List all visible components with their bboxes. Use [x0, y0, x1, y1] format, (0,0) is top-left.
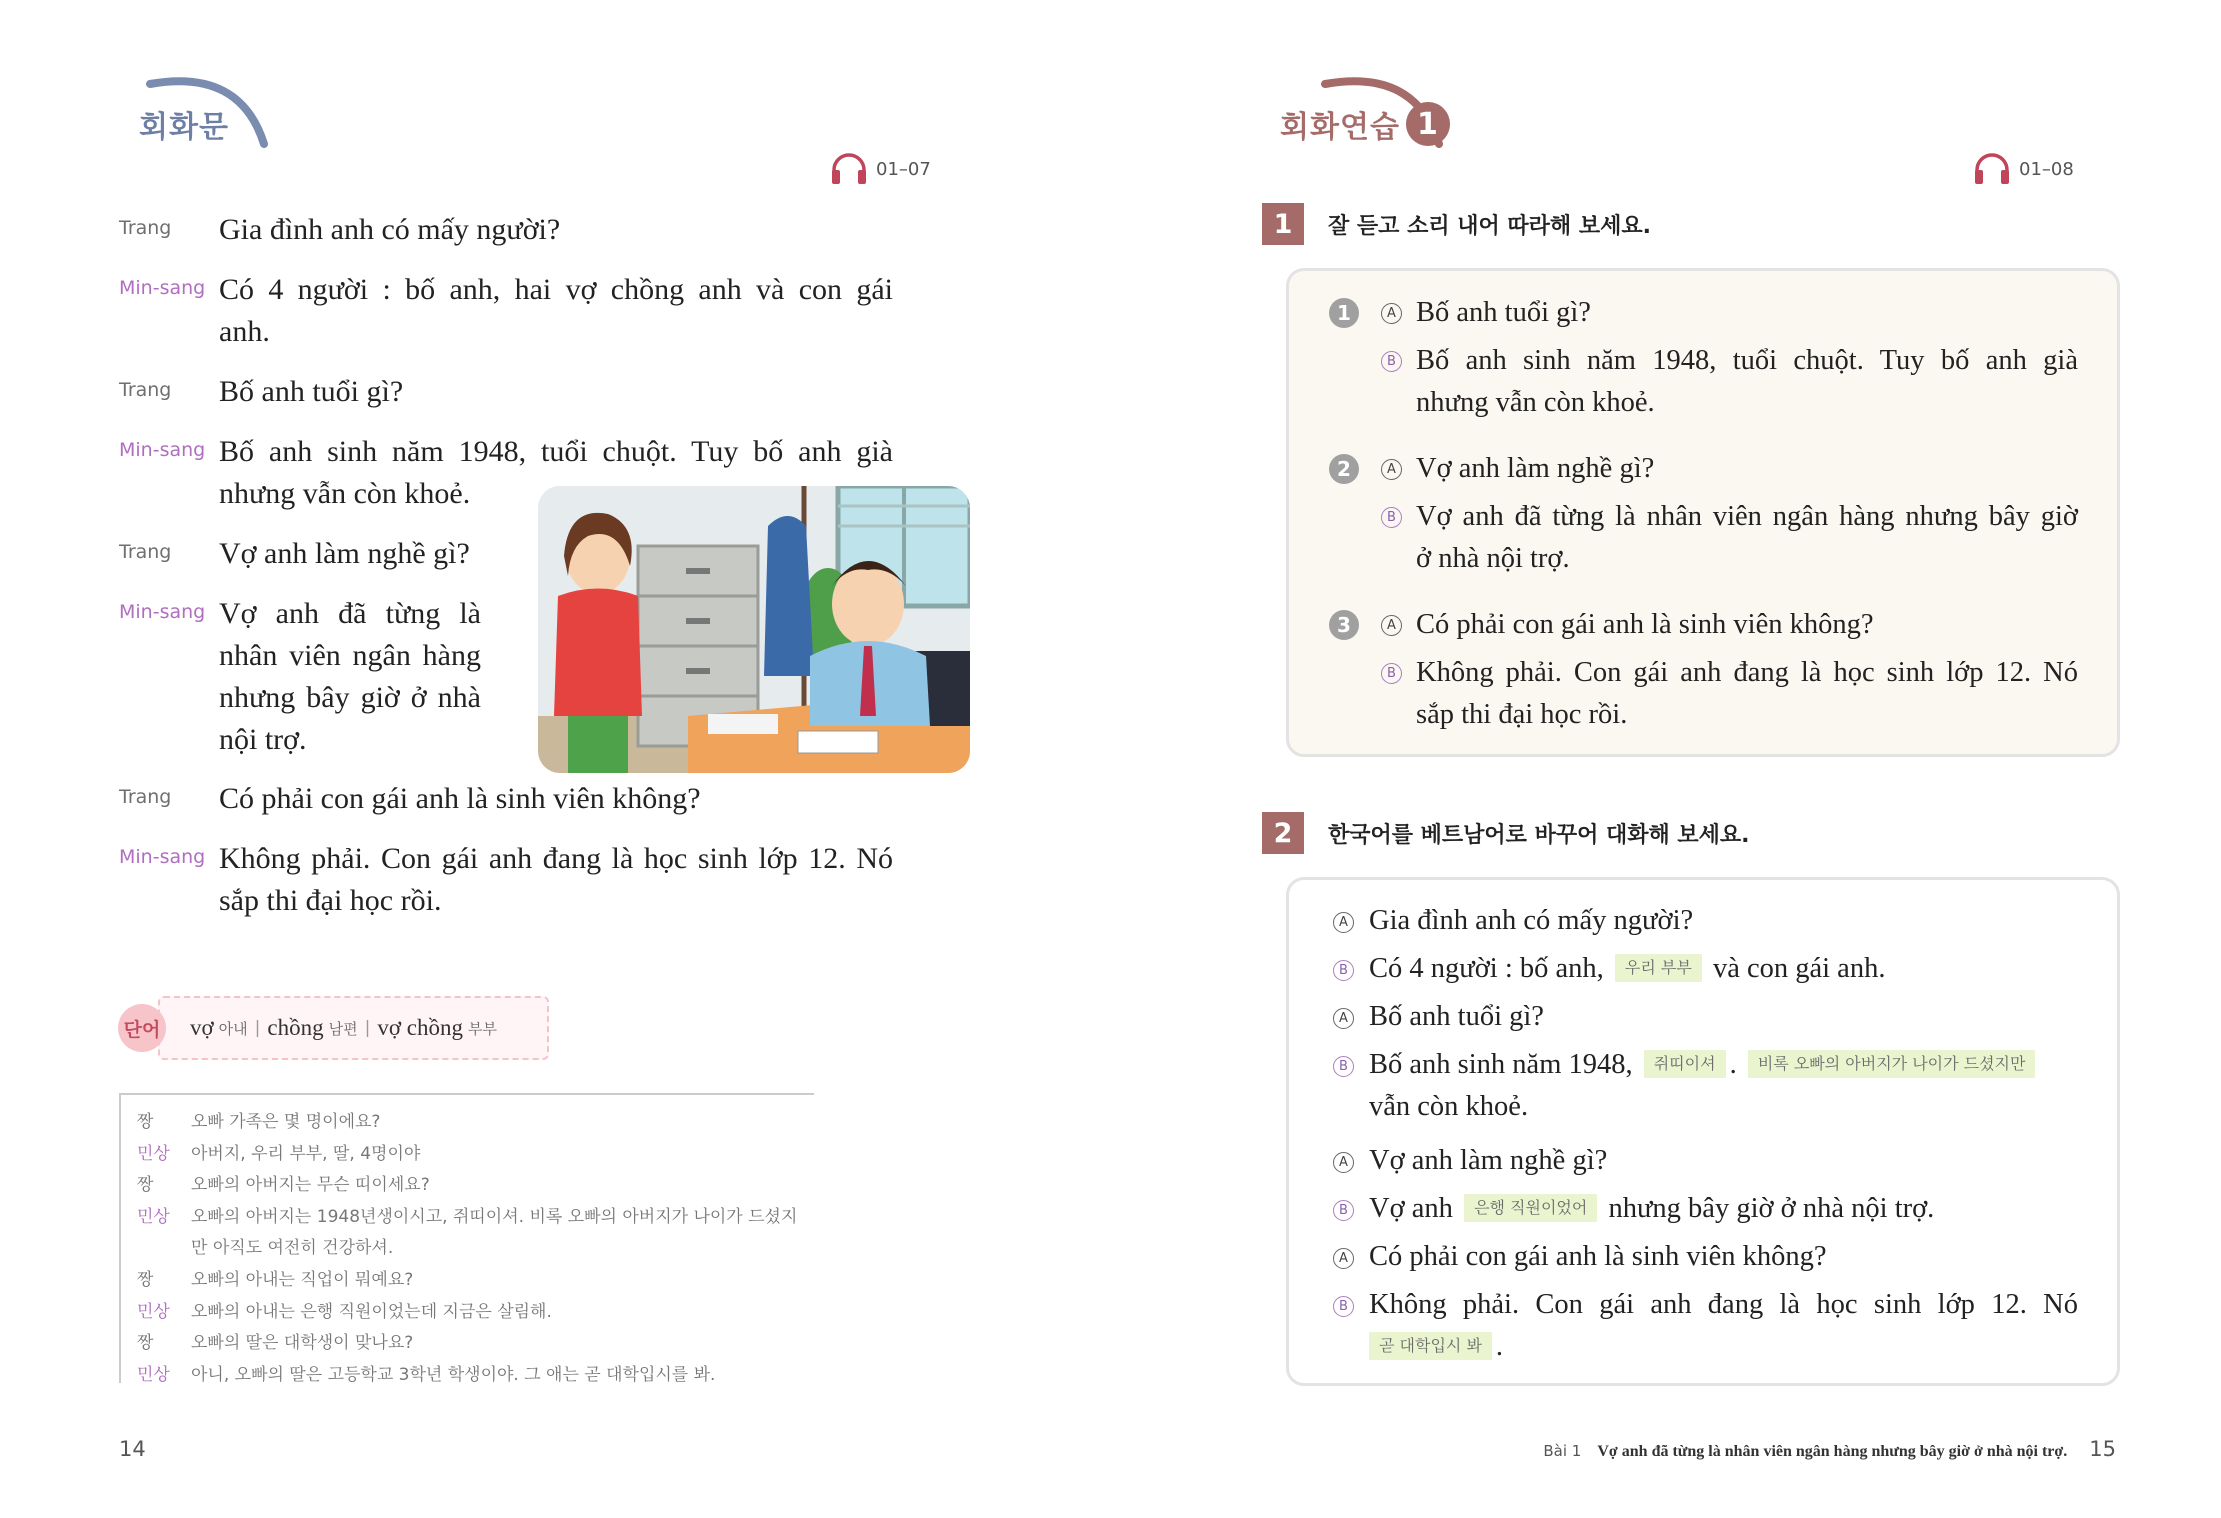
- practice-line: Gia đình anh có mấy người?: [1369, 905, 1694, 936]
- speaker-b-marker: B: [1381, 663, 1402, 684]
- practice-line: Không phải. Con gái anh đang là học sinh lớp 12. Nó 곧 대학입시 봐 .: [1369, 1289, 2078, 1362]
- speaker-b-marker: B: [1333, 1296, 1354, 1317]
- dialogue-text: Vợ anh đã từng là nhân viên ngân hàng nhưng bây giờ ở nhà nội trợ.: [219, 597, 481, 756]
- speaker-name: Min-sang: [119, 601, 206, 623]
- speaker-b-marker: B: [1381, 351, 1402, 372]
- speaker-a-marker: A: [1381, 615, 1402, 636]
- vocab-word: vợ chồng: [377, 1015, 463, 1040]
- exercise-2-box: [1286, 877, 2120, 1386]
- dialogue-text: Vợ anh làm nghề gì?: [219, 537, 470, 570]
- dialogue-line: [119, 778, 701, 820]
- speaker-b-marker: B: [1381, 507, 1402, 528]
- headphones-icon: [1973, 152, 2011, 186]
- dialogue-line: [119, 269, 893, 353]
- item-number: 2: [1329, 454, 1359, 484]
- speaker-b-marker: B: [1333, 960, 1354, 981]
- speaker-a-marker: A: [1333, 912, 1354, 933]
- office-illustration: [538, 486, 970, 773]
- exercise-instruction: 한국어를 베트남어로 바꾸어 대화해 보세요.: [1328, 822, 1750, 848]
- translation-line: 짱 오빠의 딸은 대학생이 맞나요?: [137, 1333, 414, 1354]
- practice-line: Không phải. Con gái anh đang là học sinh lớp 12. Nó sắp thi đại học rồi.: [1416, 657, 2078, 730]
- item-number: 1: [1329, 298, 1359, 328]
- dialogue-text: Bố anh tuổi gì?: [219, 375, 404, 408]
- practice-line: Có phải con gái anh là sinh viên không?: [1369, 1241, 1827, 1272]
- audio-track-01-07[interactable]: [830, 152, 931, 186]
- dialogue-line: [119, 593, 481, 761]
- vocab-word: chồng: [267, 1015, 324, 1040]
- audio-track-01-08[interactable]: [1973, 152, 2074, 186]
- exercise-1-header: [1262, 203, 1651, 245]
- vocab-separator: |: [364, 1018, 371, 1038]
- exercise-1-box: [1286, 268, 2120, 757]
- vocab-separator: |: [254, 1018, 261, 1038]
- dialogue-line: [119, 533, 470, 575]
- translation-line: 민상 오빠의 아내는 은행 직원이었는데 지금은 살림해.: [137, 1301, 552, 1322]
- dialogue-text: Có 4 người : bố anh, hai vợ chồng anh và con gái anh.: [219, 273, 893, 348]
- section-title-dialogue: 회화문: [139, 110, 229, 145]
- translation-line: 민상 오빠의 아버지는 1948년생이시고, 쥐띠이셔. 비록 오빠의 아버지가 나이가 드셨지: [137, 1206, 798, 1227]
- exercise-number: 2: [1262, 812, 1304, 854]
- translation-line: 짱 오빠의 아버지는 무슨 띠이세요?: [137, 1175, 430, 1196]
- page-number-right: 15: [2089, 1437, 2116, 1461]
- exercise-2-header: [1262, 812, 1750, 854]
- translation-line: 만 아직도 여전히 건강하셔.: [191, 1238, 394, 1259]
- translation-line: 민상 아버지, 우리 부부, 딸, 4명이야: [137, 1143, 421, 1164]
- practice-line: Có 4 người : bố anh, 우리 부부 và con gái anh.: [1369, 953, 1886, 984]
- speaker-a-marker: A: [1333, 1008, 1354, 1029]
- dialogue-line: [119, 838, 893, 922]
- dialogue-text: Không phải. Con gái anh đang là học sinh lớp 12. Nó sắp thi đại học rồi.: [219, 842, 893, 917]
- audio-code: 01–08: [2019, 158, 2074, 180]
- headphones-icon: [830, 152, 868, 186]
- lesson-title: Vợ anh đã từng là nhân viên ngân hàng nhưng bây giờ ở nhà nội trợ.: [1597, 1443, 2068, 1460]
- fill-in-hint: 우리 부부: [1615, 954, 1702, 982]
- speaker-a-marker: A: [1333, 1152, 1354, 1173]
- speaker-b-marker: B: [1333, 1056, 1354, 1077]
- exercise-instruction: 잘 듣고 소리 내어 따라해 보세요.: [1328, 213, 1651, 239]
- speaker-a-marker: A: [1333, 1248, 1354, 1269]
- section-number-badge: 1: [1406, 102, 1450, 146]
- speaker-name: Min-sang: [119, 846, 206, 868]
- fill-in-hint: 비록 오빠의 아버지가 나이가 드셨지만: [1748, 1050, 2036, 1078]
- practice-line: Vợ anh 은행 직원이었어 nhưng bây giờ ở nhà nội trợ.: [1369, 1193, 1935, 1224]
- practice-line: Bố anh tuổi gì?: [1369, 1001, 1544, 1032]
- vocab-meaning: 부부: [467, 1019, 497, 1038]
- dialogue-text: Bố anh sinh năm 1948, tuổi chuột. Tuy bố anh già nhưng vẫn còn khoẻ.: [219, 435, 893, 510]
- practice-line: Bố anh sinh năm 1948, tuổi chuột. Tuy bố anh già nhưng vẫn còn khoẻ.: [1416, 345, 2078, 418]
- vocabulary-badge: 단어: [118, 1004, 166, 1052]
- audio-code: 01–07: [876, 158, 931, 180]
- dialogue-text: Có phải con gái anh là sinh viên không?: [219, 782, 701, 815]
- fill-in-hint: 곧 대학입시 봐: [1369, 1332, 1492, 1360]
- item-number: 3: [1329, 610, 1359, 640]
- vocabulary-list: [158, 996, 549, 1060]
- translation-line: 민상 아니, 오빠의 딸은 고등학교 3학년 학생이야. 그 애는 곧 대학입시를 봐.: [137, 1364, 716, 1385]
- korean-translation: [119, 1093, 814, 1383]
- vocab-word: vợ: [190, 1015, 214, 1040]
- dialogue-line: [119, 209, 560, 251]
- fill-in-hint: 은행 직원이었어: [1464, 1194, 1597, 1222]
- practice-line: Vợ anh làm nghề gì?: [1369, 1145, 1608, 1176]
- translation-line: 짱 오빠의 아내는 직업이 뭐예요?: [137, 1269, 414, 1290]
- speaker-a-marker: A: [1381, 303, 1402, 324]
- speaker-name: Trang: [119, 379, 172, 401]
- speaker-name: Trang: [119, 786, 172, 808]
- page-footer-right: [1543, 1437, 2116, 1461]
- practice-line: Bố anh sinh năm 1948, 쥐띠이셔 . 비록 오빠의 아버지가 나이가 드셨지만 vẫn còn khoẻ.: [1369, 1044, 2039, 1128]
- dialogue-line: [119, 371, 403, 413]
- vocabulary-box: [118, 996, 549, 1060]
- exercise-number: 1: [1262, 203, 1304, 245]
- page-number-left: 14: [119, 1437, 146, 1461]
- practice-line: Vợ anh đã từng là nhân viên ngân hàng nhưng bây giờ ở nhà nội trợ.: [1416, 501, 2078, 574]
- vocab-meaning: 남편: [328, 1019, 358, 1038]
- speaker-name: Min-sang: [119, 277, 206, 299]
- speaker-name: Trang: [119, 541, 172, 563]
- practice-line: Có phải con gái anh là sinh viên không?: [1416, 609, 1874, 640]
- fill-in-hint: 쥐띠이셔: [1644, 1050, 1726, 1078]
- translation-line: 짱 오빠 가족은 몇 명이에요?: [137, 1112, 381, 1132]
- dialogue-text: Gia đình anh có mấy người?: [219, 213, 561, 246]
- speaker-name: Trang: [119, 217, 172, 239]
- practice-line: Vợ anh làm nghề gì?: [1416, 453, 1655, 484]
- speaker-name: Min-sang: [119, 439, 206, 461]
- practice-line: Bố anh tuổi gì?: [1416, 297, 1591, 328]
- vocab-meaning: 아내: [218, 1019, 248, 1038]
- speaker-a-marker: A: [1381, 459, 1402, 480]
- section-title-practice: 회화연습 1: [1280, 102, 1450, 146]
- lesson-label: Bài 1: [1543, 1442, 1582, 1460]
- speaker-b-marker: B: [1333, 1200, 1354, 1221]
